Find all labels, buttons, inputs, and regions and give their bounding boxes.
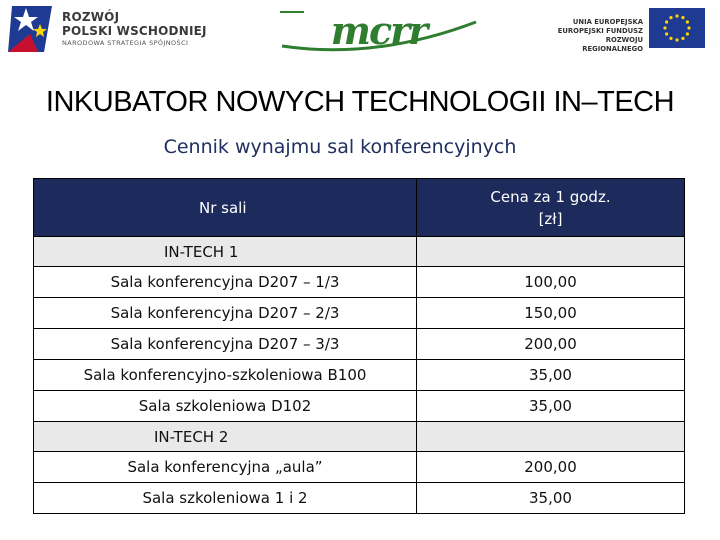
room-price: 150,00 [417,298,685,329]
table-row [34,483,685,514]
flag-star-icon [8,4,56,54]
table-row [34,360,685,391]
room-name: Sala szkoleniowa D102 [34,391,417,422]
page-title: INKUBATOR NOWYCH TECHNOLOGII IN–TECH [45,86,675,118]
eu-star-icon [675,38,678,41]
price-table [33,178,685,514]
table-row [34,452,685,483]
eu-star-icon [686,32,689,35]
eu-logo [545,8,715,56]
room-name: Sala konferencyjna D207 – 1/3 [34,267,417,298]
room-price: 35,00 [417,360,685,391]
page-subtitle: Cennik wynajmu sal konferencyjnych [163,136,517,158]
room-price: 35,00 [417,391,685,422]
eu-logo-line1: UNIA EUROPEJSKA [572,18,643,26]
eu-star-icon [686,20,689,23]
header-price-line2: [zł] [538,209,563,228]
eu-star-icon [681,37,684,40]
mcrr-logo-text: mcrr [330,8,427,53]
rozwoj-polski-wschodniej-logo [8,4,228,56]
group-row [34,237,685,267]
eu-star-icon [663,26,666,29]
group-empty-cell [417,237,685,267]
logo-left-line2: POLSKI WSCHODNIEJ [62,24,207,38]
room-price: 200,00 [417,452,685,483]
group-name: IN-TECH 1 [34,237,417,267]
table-row [34,329,685,360]
header-price [417,179,685,237]
eu-star-icon [681,16,684,19]
room-name: Sala konferencyjna D207 – 3/3 [34,329,417,360]
room-price: 35,00 [417,483,685,514]
room-name: Sala szkoleniowa 1 i 2 [34,483,417,514]
mcrr-logo [276,2,481,58]
eu-logo-line2: EUROPEJSKI FUNDUSZ [557,27,643,35]
eu-star-icon [687,26,690,29]
group-row [34,422,685,452]
eu-star-icon [669,16,672,19]
header-price-line1: Cena za 1 godz. [490,187,611,206]
room-name: Sala konferencyjno-szkoleniowa B100 [34,360,417,391]
eu-star-icon [675,14,678,17]
room-price: 100,00 [417,267,685,298]
eu-star-icon [669,37,672,40]
header-room: Nr sali [34,179,417,237]
room-price: 200,00 [417,329,685,360]
room-name: Sala konferencyjna „aula” [34,452,417,483]
table-row [34,298,685,329]
table-row [34,267,685,298]
eu-star-icon [665,20,668,23]
eu-logo-line3: ROZWOJU REGIONALNEGO [582,36,643,53]
eu-flag-icon [649,8,705,48]
group-empty-cell [417,422,685,452]
eu-star-icon [665,32,668,35]
table-header-row [34,179,685,237]
table-row [34,391,685,422]
logo-left-line1: ROZWÓJ [62,10,120,24]
logo-left-line3: NARODOWA STRATEGIA SPÓJNOŚCI [62,39,189,47]
group-name: IN-TECH 2 [34,422,417,452]
room-name: Sala konferencyjna D207 – 2/3 [34,298,417,329]
